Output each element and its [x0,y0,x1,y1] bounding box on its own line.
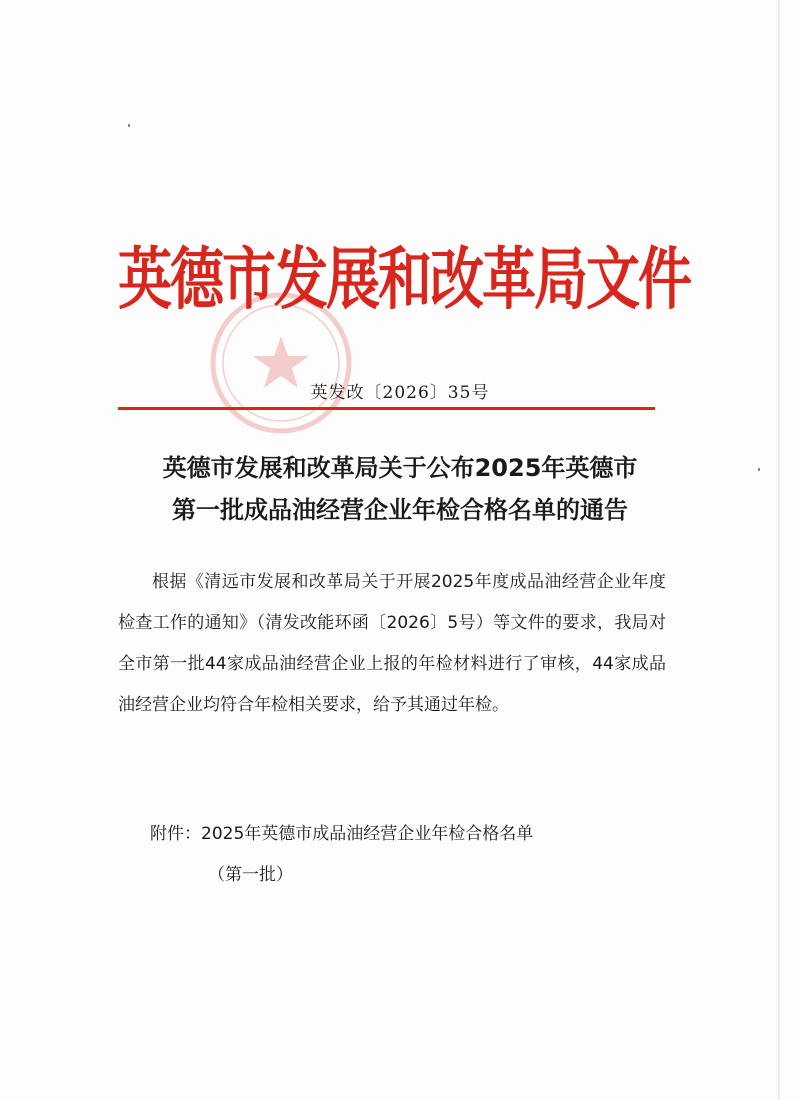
page-edge-shadow [778,0,780,1100]
notice-title-line-1: 英德市发展和改革局关于公布2025年英德市 [162,454,638,482]
notice-title-line-2: 第一批成品油经营企业年检合格名单的通告 [172,496,628,524]
document-number: 英发改〔2026〕35号 [310,383,490,403]
red-divider-line [118,407,655,410]
attachment-line: 附件：2025年英德市成品油经营企业年检合格名单 [150,824,534,844]
body-paragraph: 根据《清远市发展和改革局关于开展2025年度成品油经营企业年度检查工作的通知》（清发改能环函〔2026〕5号）等文件的要求，我局对全市第一批44家成品油经营企业上报的年检材料进行了审核，44家成品油经营企业均符合年检相关要求，给予其通过年检。 [118,572,666,715]
attachment-note [150,814,670,896]
scan-speck [128,124,130,127]
notice-title [0,447,800,531]
official-seal-stamp [206,288,356,438]
attachment-subline: （第一批） [208,865,293,885]
header-title: 英德市发展和改革局文件 [118,238,690,319]
